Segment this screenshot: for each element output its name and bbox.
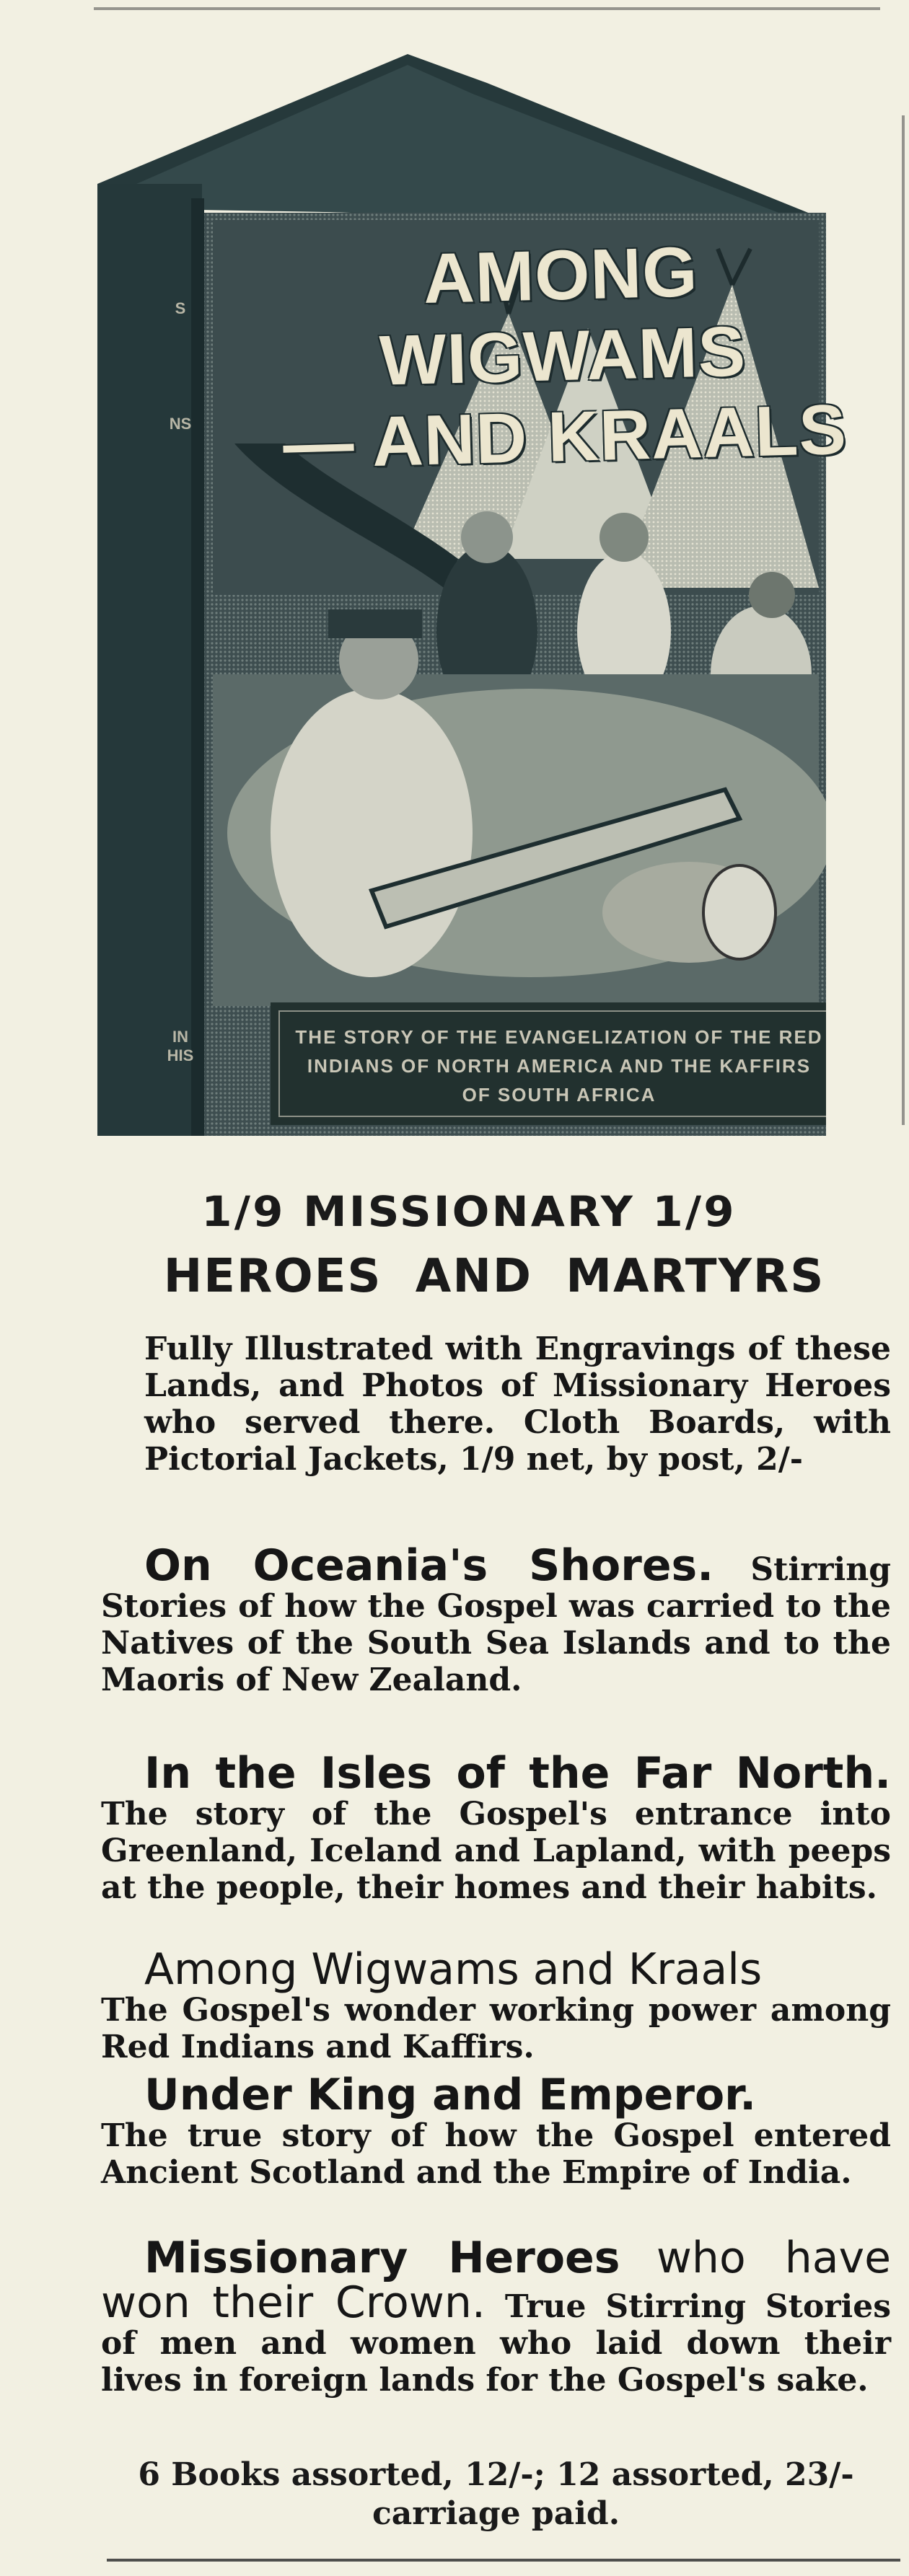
bottom-rule [107,2559,900,2562]
entry-title: Among Wigwams and Kraals [144,1944,763,1995]
top-rule [94,7,880,10]
spine-text-middle: NS [169,415,192,433]
right-column-rule [902,115,905,1125]
entry-king-emperor [101,2070,891,2191]
series-heading: HEROES AND MARTYRS [163,1250,825,1303]
book-spine [97,184,202,1136]
entry-title-rest: who have won their Crown. [101,2233,891,2328]
cover-title-line2: — AND KRAALS [281,389,848,484]
entry-missionary-heroes [101,2233,891,2399]
entry-text: The story of the Gospel's entrance into Greenland, Iceland and Lapland, with peeps at the people, their homes and their habits. [101,1796,891,1906]
intro-paragraph [101,1331,891,1478]
entry-text: The true story of how the Gospel entered Ancient Scotland and the Empire of India. [101,2117,891,2191]
price-heading: 1/9 MISSIONARY 1/9 [201,1187,737,1236]
entry-far-north [101,1748,891,1906]
cover-title [239,226,887,485]
entry-title: In the Isles of the Far North. [144,1748,891,1799]
spine-text-bottom: IN HIS [167,1028,194,1064]
entry-wigwams [101,1944,891,2065]
entry-title: Missionary Heroes [144,2233,620,2283]
book-cover-illustration [97,40,848,1136]
entry-text: The Gospel's wonder working power among Red Indians and Kaffirs. [101,1992,891,2065]
intro-text: Fully Illustrated with Engravings of these Lands, and Photos of Missionary Heroes who served there. Cloth Boards, with Pictorial Jackets, 1/9 net, by post, 2/- [144,1331,891,1478]
spine-text-top: S [175,299,186,317]
book-drawing [97,40,826,1136]
entry-title: On Oceania's Shores. [144,1540,714,1591]
entry-title: Under King and Emperor. [144,2070,756,2120]
footer-pricing: 6 Books assorted, 12/-; 12 assorted, 23/- carriage paid. [138,2456,854,2532]
cover-subtitle: THE STORY OF THE EVANGELIZATION OF THE RED INDIANS OF NORTH AMERICA AND THE KAFFIRS OF SOUTH AFRICA [295,1026,823,1106]
entry-text: Stirring Stories of how the Gospel was carried to the Natives of the South Sea Islands and to the Maoris of New Zealand. [101,1551,891,1698]
entry-oceania [101,1540,891,1698]
figure-carver [271,689,473,977]
entry-text: True Stirring Stories of men and women who laid down their lives in foreign lands for the Gospel's sake. [101,2288,891,2399]
cover-title-line1: AMONG WIGWAMS [378,231,747,400]
